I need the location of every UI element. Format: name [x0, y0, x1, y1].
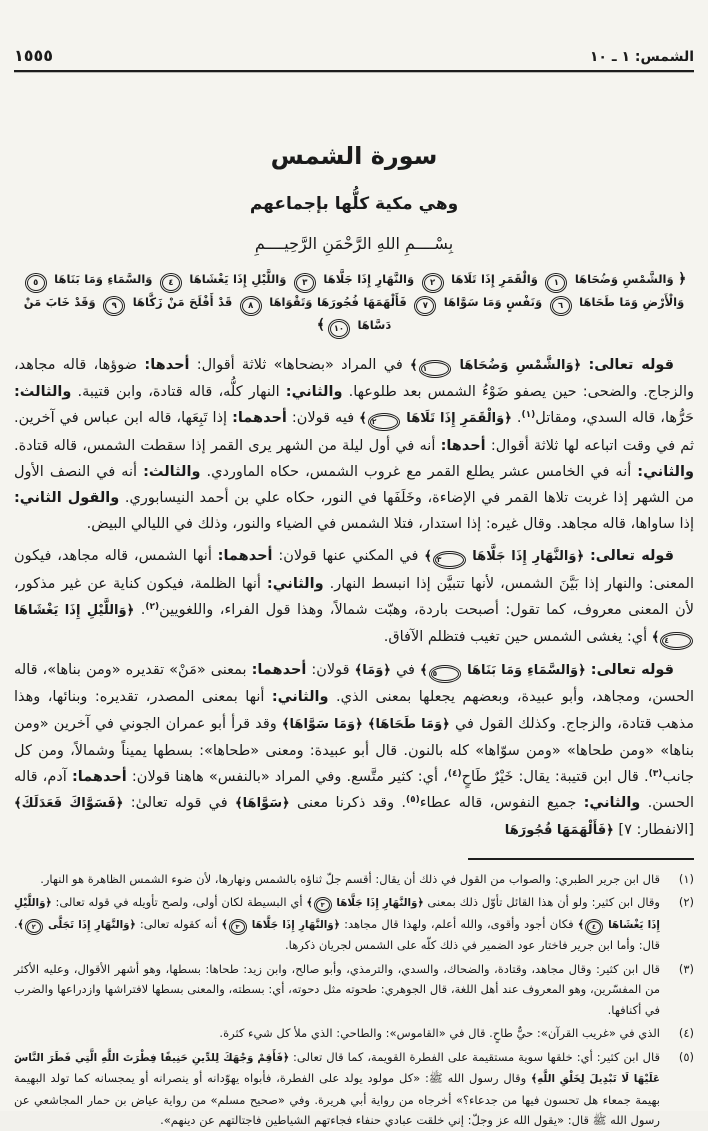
footnotes-section: [14, 869, 694, 1131]
ayah-number-medallion: ٣: [316, 899, 330, 911]
footnote-reference: (١): [521, 410, 536, 421]
ayah-number-medallion: ٤: [662, 634, 691, 648]
footnote-number: (٤): [678, 1026, 694, 1041]
bold-keyword: أحدهما:: [251, 662, 307, 679]
ayah-number-medallion: ٤: [162, 275, 180, 291]
footnote: [14, 869, 694, 890]
page-header: [14, 0, 694, 65]
verse-text: فَأَلْهَمَهَا فُجُورَهَا وَتَقْوَاهَا: [264, 295, 412, 309]
bold-keyword: والثاني:: [285, 384, 343, 401]
quran-quote: ﴿سَوَّاهَا﴾: [234, 796, 290, 812]
quran-quote: ﴿وَالنَّهَارِ إِذَا جَلَّاهَا ٣﴾: [306, 897, 424, 910]
ornate-close-bracket: ﴾: [316, 317, 325, 333]
commentary-body: [14, 352, 694, 845]
quran-quote: ﴿وَمَا طَحَاهَا﴾: [367, 716, 450, 732]
quran-quote: ﴿وَالنَّهَارِ إِذَا تَجَلَّى ٢﴾: [17, 918, 136, 931]
surah-title: سورة الشمس: [270, 142, 438, 170]
quran-quote: ﴿فَأَقِمْ وَجْهَكَ لِلدِّينِ حَنِيفًا فِطْرَتَ اللَّهِ الَّتِي فَطَرَ النَّاسَ عَلَيْهَا لَا تَبْدِيلَ لِخَلْقِ اللَّهِ﴾: [14, 1051, 660, 1086]
bold-keyword: والثالث:: [143, 463, 201, 480]
quran-quote: ﴿وَمَا﴾: [354, 663, 391, 679]
bold-keyword: قوله تعالى:: [590, 662, 675, 679]
verse-text: وَالسَّمَاءِ وَمَا بَنَاهَا: [49, 272, 157, 286]
footnote-reference: (٤): [447, 769, 462, 780]
ayah-number-medallion: ٢: [370, 415, 399, 429]
quran-quote: ﴿وَالنَّهَارِ إِذَا جَلَّاهَا ٣﴾: [221, 918, 340, 931]
header-rule: [14, 70, 694, 72]
ayah-number-medallion: ١: [421, 362, 450, 376]
verse-text: وَالْقَمَرِ إِذَا تَلَاهَا: [446, 272, 543, 286]
surah-subtitle: وهي مكية كلُّها بإجماعهم: [249, 194, 459, 214]
footnote: [14, 1047, 694, 1131]
header-page-number: ١٥٥٥: [14, 46, 54, 65]
quran-quote: ﴿وَالسَّمَاءِ وَمَا بَنَاهَا ٥﴾: [420, 663, 586, 678]
footnote-text: قال ابن كثير: أي: خلقها سوية مستقيمة على الفطرة القويمة، كما قال تعالى: ﴿فَأَقِمْ وَجْهَكَ لِلدِّينِ حَنِيفًا فِطْرَتَ اللَّهِ الَّتِي فَطَرَ النَّاسَ عَلَيْهَا لَا تَبْدِيلَ لِخَلْقِ اللَّهِ﴾ وقال رسول الله ﷺ: «كل مولود يولد على الفطرة، فأبواه يهوّدانه أو ينصرانه أو يمجسانه كما تولد البهيمة بهيمة جمعاء هل تحسون فيها من جدعاء؟» أخرجاه من رواية أبي هريرة. وفي «صحيح مسلم» من رواية عياض بن حمار المجاشعي عن رسول الله ﷺ قال: «يقول الله عز وجلّ: إني خلقت عبادي حنفاء فجاءتهم الشياطين فاجتالتهم عن دينهم».: [14, 1049, 660, 1128]
ayah-number-medallion: ٥: [27, 275, 45, 291]
footnote-number: (١): [678, 871, 694, 886]
footnote-number: (٣): [678, 961, 694, 976]
footnote-text: الذي في «غريب القرآن»: حيٌّ طاحٍ. قال في «القاموس»: والطاحي: الذي ملأ كل شيء كثرة.: [219, 1026, 660, 1041]
footnote-reference: (٢): [145, 601, 160, 612]
footnote-reference: (٣): [648, 769, 663, 780]
bold-keyword: والقول الثاني:: [14, 490, 120, 507]
ayah-number-medallion: ٥: [431, 667, 460, 681]
bold-keyword: قوله تعالى:: [588, 357, 675, 373]
ayah-number-medallion: ١: [547, 275, 565, 291]
header-surah-reference: الشمس: ١ ـ ١٠: [589, 49, 694, 65]
bold-keyword: أحدهما:: [232, 410, 287, 427]
bold-keyword: أحدها:: [440, 437, 486, 454]
verse-text: وَالنَّهَارِ إِذَا جَلَّاهَا: [318, 272, 419, 286]
ornate-open-bracket: ﴿: [678, 271, 687, 287]
quran-quote: ﴿فَسَوَّاكَ فَعَدَلَكَ﴾: [14, 796, 124, 812]
verse-text: وَقَدْ خَابَ مَنْ دَسَّاهَا: [23, 295, 392, 332]
footnote-reference: (٥): [405, 795, 420, 806]
verse-text: وَالْأَرْضِ وَمَا طَحَاهَا: [574, 295, 685, 309]
footnote: [14, 959, 694, 1021]
ayah-number-medallion: ٣: [296, 275, 314, 291]
footnote: [14, 892, 694, 956]
ayah-number-medallion: ٢: [27, 921, 41, 933]
ayah-number-medallion: ٩: [105, 298, 123, 314]
ayah-number-medallion: ٨: [242, 298, 260, 314]
ayah-number-medallion: ٣: [231, 921, 245, 933]
bold-keyword: أحدهما:: [71, 769, 127, 786]
ayah-number-medallion: ٧: [416, 298, 434, 314]
quran-quote: ﴿وَالشَّمْسِ وَضُحَاهَا ١﴾: [410, 358, 581, 373]
footnote-separator-rule: [468, 858, 694, 860]
verse-text: وَالشَّمْسِ وَضُحَاهَا: [570, 272, 679, 286]
bold-keyword: والثاني:: [583, 795, 641, 812]
quran-verses-block: [14, 268, 694, 337]
verse-text: وَنَفْسٍ وَمَا سَوَّاهَا: [439, 295, 547, 309]
ayah-number-medallion: ٢: [424, 275, 442, 291]
quran-quote: ﴿وَاللَّيْلِ إِذَا يَغْشَاهَا ٤﴾: [14, 897, 660, 931]
commentary-paragraph: قوله تعالى: ﴿وَالسَّمَاءِ وَمَا بَنَاهَا ٥﴾ في ﴿وَمَا﴾ قولان: أحدهما: بمعنى «مَنْ» تقديره «ومن بناها»، قاله الحسن، ومجاهد، وأبو عبيدة، وبعضهم يجعلها بمعنى الذي. والثاني: أنها بمعنى المصدر، تقديره: وبنائها، وهذا مذهب قتادة، والزجاج. وكذلك القول في ﴿وَمَا طَحَاهَا﴾ ﴿وَمَا سَوَّاهَا﴾ وقد قرأ أبو عمران الجوني في آخرين «ومن بناها» «ومن طحاها» «ومن سوّاها» كله بالنون. قال أبو عبيدة: ومعنى «طحاها»: بسطها يميناً وشمالاً، ومن كل جانب$^{(٣)}$. قال ابن قتيبة: يقال: خَيْرٌ طَاحٍ$^{(٤)}$، أي: كثير متَّسع. وفي المراد «بالنفس» هاهنا قولان: أحدهما: آدم، قاله الحسن. والثاني: جميع النفوس، قاله عطاء$^{(٥)}$. وقد ذكرنا معنى ﴿سَوَّاهَا﴾ في قوله تعالىٰ: ﴿فَسَوَّاكَ فَعَدَلَكَ﴾ [الانفطار: ٧] ﴿فَأَلْهَمَهَا فُجُورَهَا: [14, 662, 695, 839]
bold-keyword: والثاني:: [266, 575, 324, 592]
quran-quote: ﴿وَالْقَمَرِ إِذَا تَلَاهَا ٢﴾: [359, 411, 512, 426]
ayah-number-medallion: ٦: [552, 298, 570, 314]
bold-keyword: والثاني:: [637, 463, 694, 480]
quran-quote: ﴿وَاللَّيْلِ إِذَا يَغْشَاهَا ٤﴾: [14, 603, 694, 645]
footnote-number: (٢): [678, 895, 694, 910]
bold-keyword: والثالث:: [14, 384, 72, 401]
quran-quote: ﴿وَالنَّهَارِ إِذَا جَلَّاهَا ٣﴾: [424, 549, 584, 564]
commentary-paragraph: قوله تعالى: ﴿وَالنَّهَارِ إِذَا جَلَّاهَا ٣﴾ في المكني عنها قولان: أحدهما: أنها الشمس، قاله مجاهد، فيكون المعنى: والنهار إذا بَيَّنَ الشمس، لأنها تتبيَّن إذا انبسط النهار. والثاني: أنها الظلمة، فيكون كناية عن غير مذكور، لأن المعنى معروف، كما تقول: أصبحت باردة، وهبّت شمالاً، وهذا قول الفراء، واللغويين$^{(٢)}$. ﴿وَاللَّيْلِ إِذَا يَغْشَاهَا ٤﴾ أي: يغشى الشمس حين تغيب فتظلم الآفاق.: [14, 543, 694, 651]
footnote-text: قال ابن جرير الطبري: والصواب من القول في ذلك أن يقال: أقسم جلّ ثناؤه بالشمس ونهارها، لأن ضوء الشمس الظاهرة هو النهار.: [40, 871, 660, 886]
verse-text: قَدْ أَفْلَحَ مَنْ زَكَّاهَا: [128, 295, 237, 309]
quran-quote: ﴿وَمَا سَوَّاهَا﴾: [281, 716, 363, 732]
ayah-number-medallion: ١٠: [330, 321, 348, 337]
footnote-text: قال ابن كثير: وقال مجاهد، وقتادة، والضحاك، والسدي، والترمذي، وأبو صالح، وابن زيد: طحاها: بسطها، وهو أشهر الأقوال، وعليه الأكثر من المفسّرين، وهو المعروف عند أهل اللغة، قال الجوهري: طحوته مثل دحوته، أي: بسطته، والمعنى بسطها لافتراشها وازدراعها والضرب في أكنافها.: [14, 961, 660, 1017]
quran-quote: ﴿فَأَلْهَمَهَا فُجُورَهَا: [504, 823, 614, 839]
bold-keyword: أحدها:: [144, 357, 190, 373]
footnote-text: وقال ابن كثير: ولو أن هذا القائل تأوّل ذلك بمعنى ﴿وَالنَّهَارِ إِذَا جَلَّاهَا ٣﴾ أي البسيطة لكان أولى، ولصح تأويله في قوله تعالى: ﴿وَاللَّيْلِ إِذَا يَغْشَاهَا ٤﴾ فكان أجود وأقوى، والله أعلم، ولهذا قال مجاهد: ﴿وَالنَّهَارِ إِذَا جَلَّاهَا ٣﴾ أنه كقوله تعالى: ﴿وَالنَّهَارِ إِذَا تَجَلَّى ٢﴾. قال: وأما ابن جرير فاختار عود الضمير في ذلك كلّه على الشمس لجريان ذكرها.: [14, 895, 660, 953]
footnote: [14, 1023, 694, 1044]
footnote-number: (٥): [678, 1049, 694, 1064]
basmala: بِسْــــمِ اللهِ الرَّحْمَنِ الرَّحِيــــمِ: [254, 234, 454, 253]
bold-keyword: أحدهما:: [217, 548, 273, 565]
bold-keyword: قوله تعالى:: [589, 548, 675, 565]
ayah-number-medallion: ٤: [587, 921, 601, 933]
verse-text: وَاللَّيْلِ إِذَا يَغْشَاهَا: [184, 272, 291, 286]
commentary-paragraph: قوله تعالى: ﴿وَالشَّمْسِ وَضُحَاهَا ١﴾ في المراد «بضحاها» ثلاثة أقوال: أحدها: ضوؤها، قاله مجاهد، والزجاج. والضحى: حين يصفو ضَوْءُ الشمس بعد طلوعها. والثاني: النهار كلُّه، قاله قتادة، وابن قتيبة. والثالث: حَرُّها، قاله السدي، ومقاتل$^{(١)}$. ﴿وَالْقَمَرِ إِذَا تَلَاهَا ٢﴾ فيه قولان: أحدهما: إذا تَبِعَها، قاله ابن عباس في آخرين. ثم في وقت اتباعه لها ثلاثة أقوال: أحدها: أنه في أول ليلة من الشهر يرى القمر إذا سقطت الشمس، قاله قتادة. والثاني: أنه في الخامس عشر يطلع القمر مع غروب الشمس، حكاه الماوردي. والثالث: أنه في النصف الأول من الشهر إذا غربت تلاها القمر في الإضاءة، وخَلَفَها في النور، حكاه علي بن أحمد النيسابوري. والقول الثاني: إذا ساواها، قاله مجاهد. وقال غيره: إذا استدار، فتلا الشمس في الضياء والنور، وذلك في الليالي البيض.: [14, 357, 695, 533]
ayah-number-medallion: ٣: [435, 553, 464, 567]
bold-keyword: والثاني:: [271, 689, 329, 706]
